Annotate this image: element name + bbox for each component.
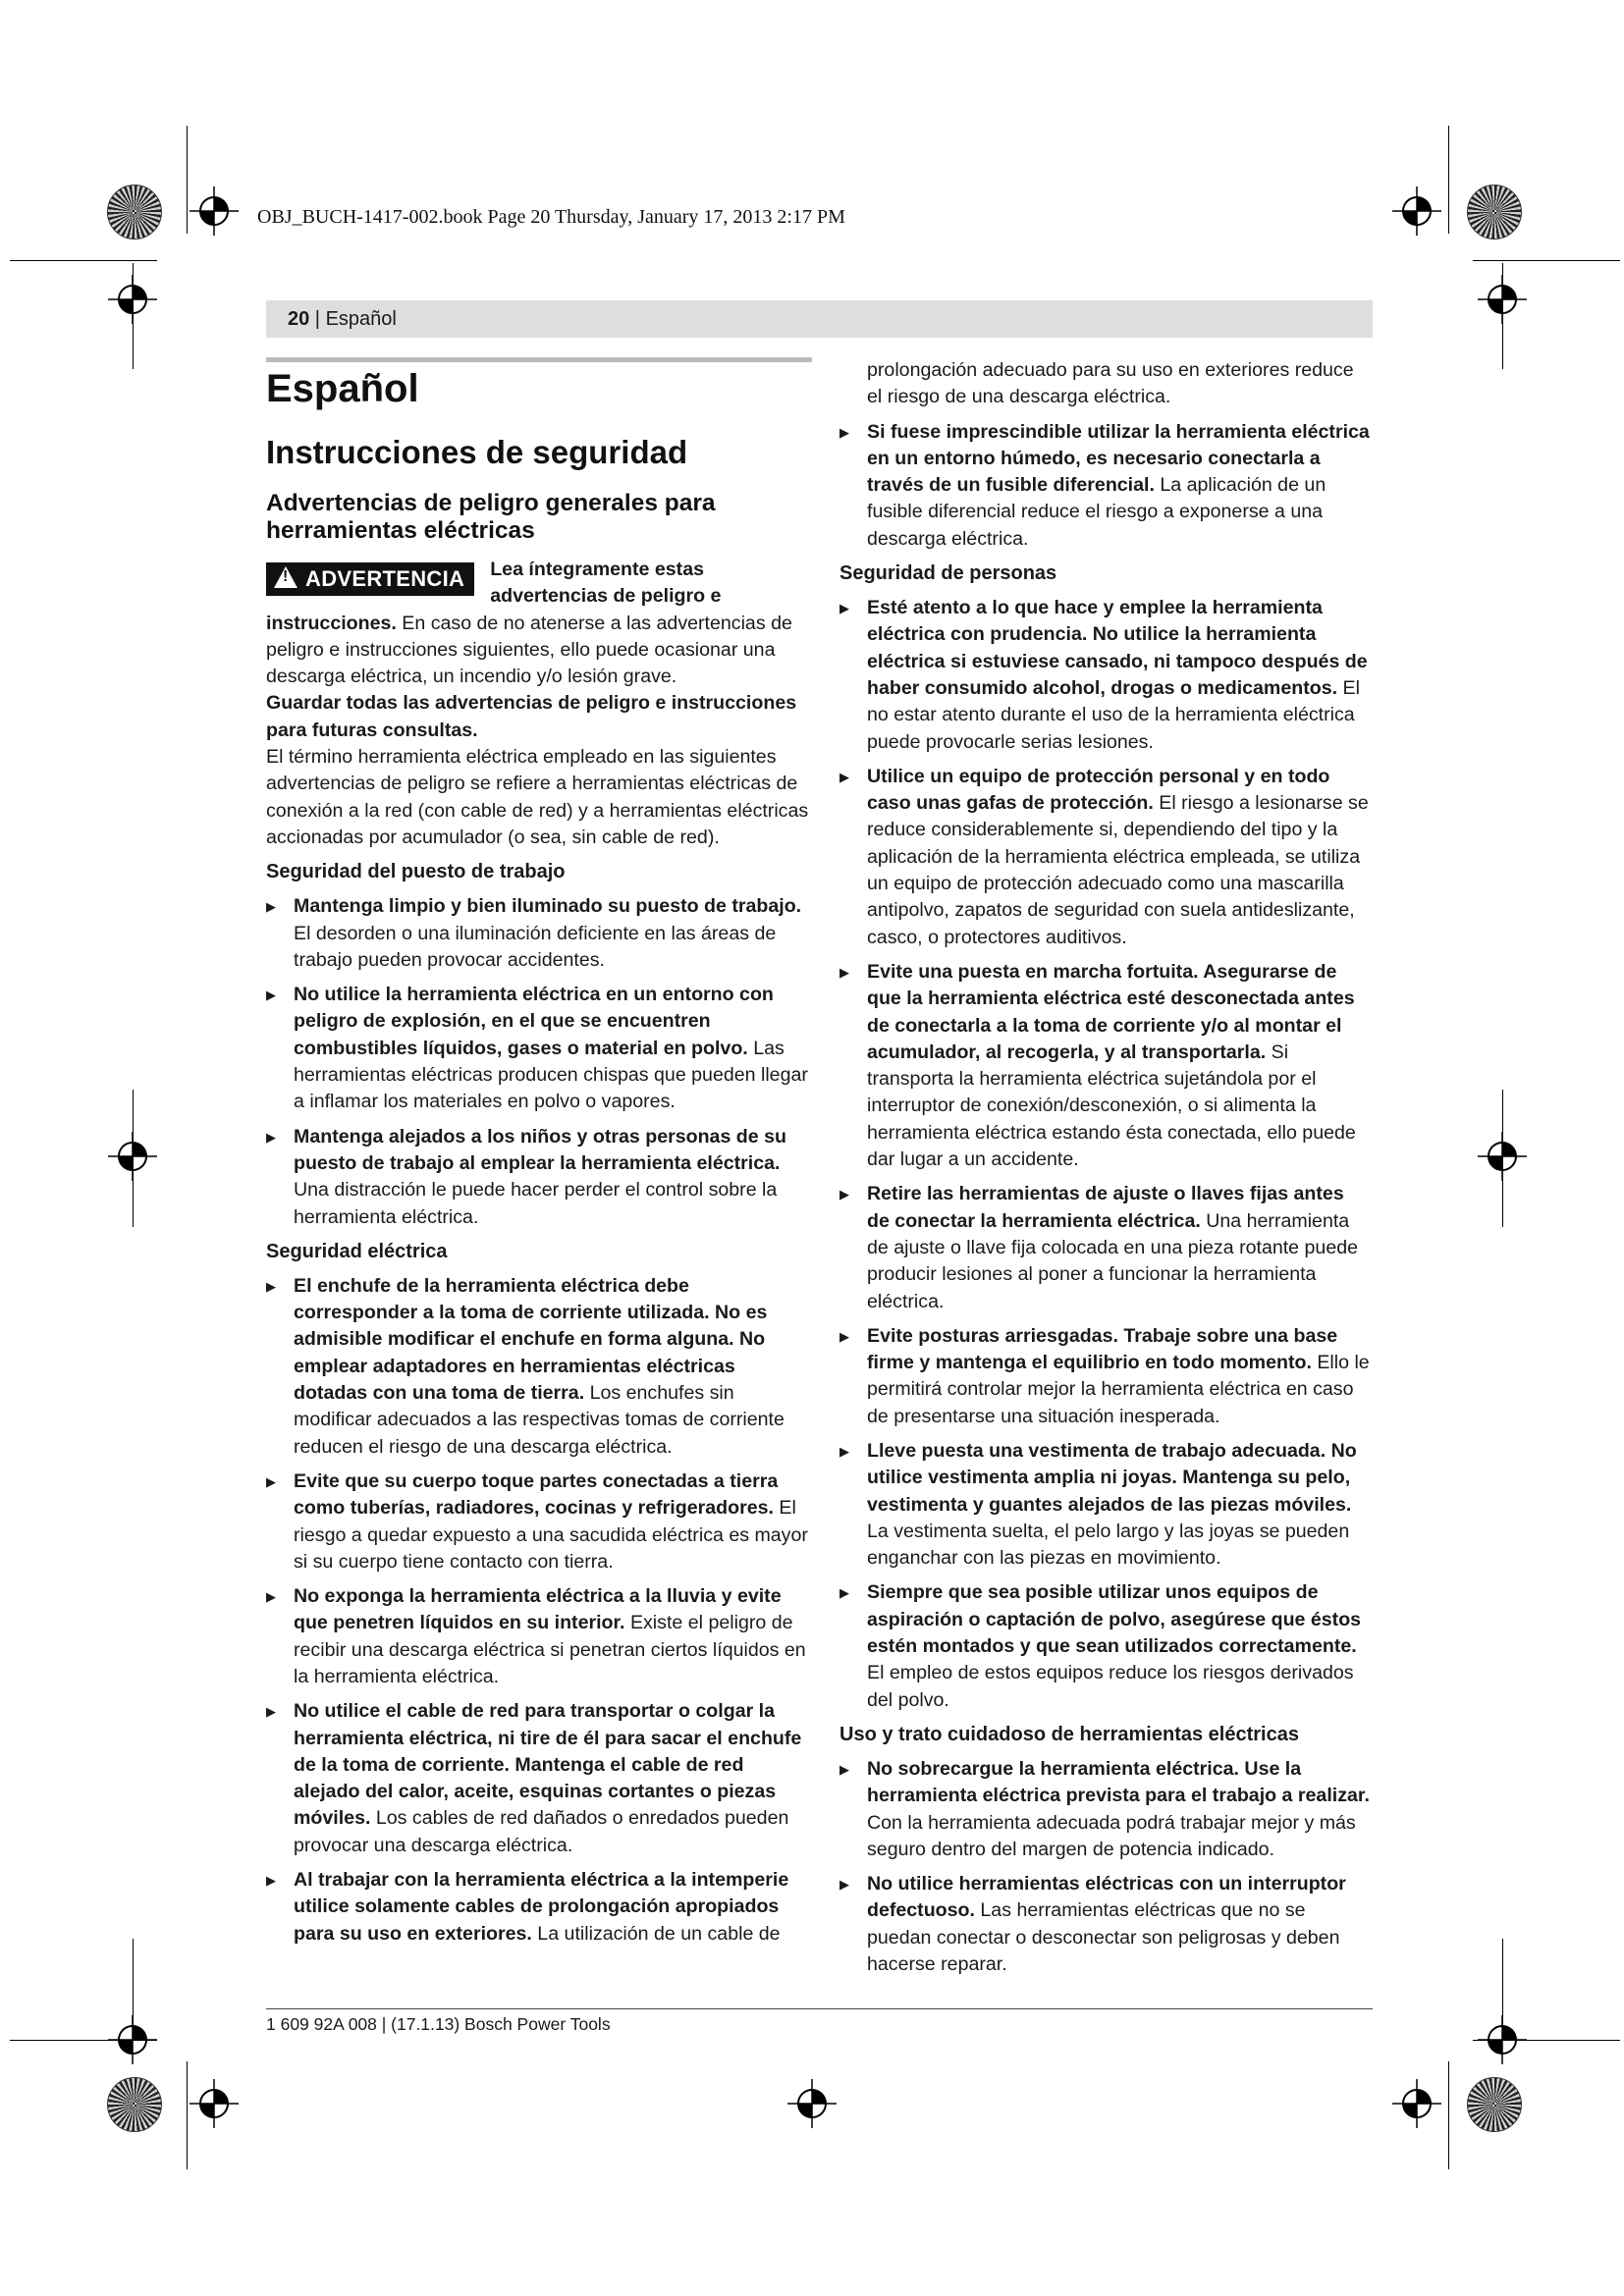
item-bold: No utilice la herramienta eléctrica en un entorno con peligro de explosión, en el que se encuentren combustibles líquidos, gases o material en polvo. bbox=[294, 984, 774, 1059]
list-item bbox=[839, 1579, 1372, 1713]
list-item bbox=[266, 1583, 812, 1690]
safety-list bbox=[839, 1756, 1372, 1978]
item-bold: Mantenga limpio y bien iluminado su puesto de trabajo. bbox=[294, 895, 802, 918]
crop-mark bbox=[1448, 126, 1449, 234]
item-text: El no estar atento durante el uso de la herramienta eléctrica puede provocarle serias lesiones. bbox=[867, 676, 1360, 753]
list-item bbox=[266, 1273, 812, 1461]
list-item bbox=[839, 1181, 1372, 1314]
item-text: El empleo de estos equipos reduce los riesgos derivados del polvo. bbox=[867, 1662, 1354, 1711]
item-bold: El enchufe de la herramienta eléctrica debe corresponder a la toma de corriente utilizada. No es admisible modificar el enchufe en forma alguna. No emplear adaptadores en herramientas eléctricas dotadas con una toma de tierra. bbox=[294, 1274, 768, 1405]
crosshair-registration-icon bbox=[189, 187, 239, 236]
crop-mark bbox=[187, 126, 188, 234]
warning-lead: Lea íntegramente estas advertencias de peligro e instrucciones. bbox=[266, 559, 722, 634]
crop-mark bbox=[1473, 260, 1620, 261]
item-bold: Retire las herramientas de ajuste o llaves fijas antes de conectar la herramienta eléctrica. bbox=[867, 1183, 1344, 1232]
item-bold: Al trabajar con la herramienta eléctrica a la intemperie utilice solamente cables de prolongación apropiados para su uso en exteriores. bbox=[294, 1869, 789, 1945]
section-heading: Seguridad de personas bbox=[839, 562, 1057, 585]
crop-mark bbox=[10, 260, 157, 261]
crosshair-registration-icon bbox=[1478, 1132, 1527, 1181]
crosshair-registration-icon bbox=[108, 275, 157, 324]
item-text: El desorden o una iluminación deficiente en las áreas de trabajo pueden provocar accidentes. bbox=[294, 922, 777, 971]
item-bold: Utilice un equipo de protección personal y en todo caso unas gafas de protección. bbox=[867, 765, 1330, 815]
continuation-text: prolongación adecuado para su uso en exteriores reduce el riesgo de una descarga eléctrica. bbox=[867, 359, 1354, 408]
list-item bbox=[266, 1867, 812, 1948]
list-item bbox=[266, 1124, 812, 1231]
rosette-icon bbox=[1467, 185, 1522, 240]
item-bold: Evite una puesta en marcha fortuita. Asegurarse de que la herramienta eléctrica esté desconectada antes de conectarla a la toma de corriente y/o al montar el acumulador, al recogerla, y al transportarla. bbox=[867, 960, 1355, 1063]
crosshair-registration-icon bbox=[108, 1132, 157, 1181]
section-heading: Seguridad eléctrica bbox=[266, 1240, 448, 1262]
footer-rule bbox=[266, 2008, 1373, 2009]
item-text: Las herramientas eléctricas que no se puedan conectar o desconectar son peligrosas y deben hacerse reparar. bbox=[867, 1899, 1340, 1976]
list-item bbox=[839, 764, 1372, 951]
crop-mark bbox=[1448, 2061, 1449, 2169]
item-bold: No sobrecargue la herramienta eléctrica. Use la herramienta eléctrica prevista para el trabajo a realizar. bbox=[867, 1757, 1370, 1807]
item-text: El riesgo a lesionarse se reduce considerablemente si, dependiendo del tipo y la aplicación de la herramienta eléctrica empleada, se utiliza un equipo de protección adecuado como una mascarilla antipolvo, zapatos de seguridad con suela antideslizante, casco, o protectores auditivos. bbox=[867, 792, 1369, 948]
item-text: Con la herramienta adecuada podrá trabajar mejor y más seguro dentro del margen de potencia indicado. bbox=[867, 1811, 1356, 1860]
left-column bbox=[266, 357, 812, 1948]
item-bold: No utilice el cable de red para transportar o colgar la herramienta eléctrica, ni tire de él para sacar el enchufe de la toma de corriente. Mantenga el cable de red alejado del calor, aceite, esquinas cortantes o piezas móviles. bbox=[294, 1700, 802, 1830]
item-bold: No exponga la herramienta eléctrica a la lluvia y evite que penetren líquidos en su interior. bbox=[294, 1585, 782, 1634]
item-bold: Si fuese imprescindible utilizar la herramienta eléctrica en un entorno húmedo, es necesario conectarla a través de un fusible diferencial. bbox=[867, 420, 1370, 497]
item-text: La aplicación de un fusible diferencial reduce el riesgo a exponerse a una descarga eléctrica. bbox=[867, 474, 1326, 550]
section-heading: Uso y trato cuidadoso de herramientas eléctricas bbox=[839, 1723, 1299, 1745]
item-bold: Evite posturas arriesgadas. Trabaje sobre una base firme y mantenga el equilibrio en todo momento. bbox=[867, 1324, 1338, 1374]
list-item bbox=[839, 595, 1372, 756]
warning-badge-label: ADVERTENCIA bbox=[305, 566, 465, 591]
keep-instructions-note: Guardar todas las advertencias de peligro e instrucciones para futuras consultas. bbox=[266, 692, 797, 741]
warning-badge bbox=[266, 562, 474, 596]
item-text: La utilización de un cable de bbox=[531, 1922, 781, 1945]
list-item bbox=[266, 893, 812, 974]
item-bold: Lleve puesta una vestimenta de trabajo adecuada. No utilice vestimenta amplia ni joyas. Mantenga su pelo, vestimenta y guantes alejados de las piezas móviles. bbox=[867, 1439, 1357, 1516]
list-item bbox=[266, 982, 812, 1115]
section-title: Instrucciones de seguridad bbox=[266, 434, 688, 470]
safety-list bbox=[839, 595, 1372, 1714]
safety-list bbox=[839, 419, 1372, 553]
crosshair-registration-icon bbox=[1392, 187, 1441, 236]
item-text: Los cables de red dañados o enredados pueden provocar una descarga eléctrica. bbox=[294, 1807, 789, 1856]
list-item bbox=[839, 419, 1372, 553]
list-item bbox=[266, 1468, 812, 1575]
rosette-icon bbox=[1467, 2077, 1522, 2132]
item-text: Si transporta la herramienta eléctrica sujetándola por el interruptor de conexión/desconexión, o si alimenta la herramienta eléctrica estando ésta conectada, ello puede dar lugar a un accidente. bbox=[867, 1041, 1356, 1171]
item-text: Existe el peligro de recibir una descarga eléctrica si penetran ciertos líquidos en la herramienta eléctrica. bbox=[294, 1612, 806, 1687]
rosette-icon bbox=[107, 2077, 162, 2132]
crosshair-registration-icon bbox=[189, 2079, 239, 2128]
item-bold: Esté atento a lo que hace y emplee la herramienta eléctrica con prudencia. No utilice la herramienta eléctrica si estuviese cansado, ni tampoco después de haber consumido alcohol, drogas o medicamentos. bbox=[867, 597, 1368, 699]
subsection-title: Advertencias de peligro generales para herramientas eléctricas bbox=[266, 490, 716, 544]
list-item bbox=[839, 1756, 1372, 1863]
header-language: Español bbox=[325, 308, 397, 330]
right-column bbox=[839, 357, 1372, 1978]
crosshair-registration-icon bbox=[787, 2079, 837, 2128]
title-rule bbox=[266, 357, 812, 362]
crosshair-registration-icon bbox=[1478, 275, 1527, 324]
section-heading: Seguridad del puesto de trabajo bbox=[266, 861, 566, 883]
item-text: Los enchufes sin modificar adecuados a las respectivas tomas de corriente reducen el riesgo de una descarga eléctrica. bbox=[294, 1382, 785, 1458]
crop-mark bbox=[187, 2061, 188, 2169]
safety-list bbox=[266, 893, 812, 1231]
list-item bbox=[839, 959, 1372, 1173]
page-title: Español bbox=[266, 367, 419, 410]
header-separator: | bbox=[309, 308, 326, 330]
list-item bbox=[839, 1438, 1372, 1572]
file-header: OBJ_BUCH-1417-002.book Page 20 Thursday, January 17, 2013 2:17 PM bbox=[257, 206, 845, 228]
list-item bbox=[266, 1698, 812, 1859]
safety-list bbox=[266, 1273, 812, 1948]
item-text: Una distracción le puede hacer perder el control sobre la herramienta eléctrica. bbox=[294, 1179, 778, 1228]
page-footer: 1 609 92A 008 | (17.1.13) Bosch Power Tools bbox=[266, 2014, 611, 2034]
crosshair-registration-icon bbox=[1478, 2015, 1527, 2064]
item-text: La vestimenta suelta, el pelo largo y las joyas se pueden enganchar con las piezas en movimiento. bbox=[867, 1520, 1350, 1570]
item-bold: Evite que su cuerpo toque partes conectadas a tierra como tuberías, radiadores, cocinas y refrigeradores. bbox=[294, 1469, 779, 1520]
item-text: El riesgo a quedar expuesto a una sacudida eléctrica es mayor si su cuerpo tiene contacto con tierra. bbox=[294, 1497, 808, 1573]
item-bold: Siempre que sea posible utilizar unos equipos de aspiración o captación de polvo, asegúrese que éstos estén montados y que sean utilizados correctamente. bbox=[867, 1581, 1362, 1658]
item-text: Las herramientas eléctricas producen chispas que pueden llegar a inflamar los materiales en polvo o vapores. bbox=[294, 1037, 808, 1113]
warning-triangle-icon bbox=[274, 566, 298, 588]
definition-paragraph: El término herramienta eléctrica empleado en las siguientes advertencias de peligro se refiere a herramientas eléctricas de conexión a la red (con cable de red) y a herramientas eléctricas accionadas por acumulador (o sea, sin cable de red). bbox=[266, 746, 809, 848]
page-number: 20 bbox=[288, 308, 310, 330]
list-item bbox=[839, 1323, 1372, 1430]
item-bold: No utilice herramientas eléctricas con un interruptor defectuoso. bbox=[867, 1873, 1346, 1922]
warning-text: En caso de no atenerse a las advertencias de peligro e instrucciones siguientes, ello puede ocasionar una descarga eléctrica, un incendio y/o lesión grave. bbox=[266, 612, 792, 688]
warning-block bbox=[266, 557, 812, 690]
page-header-bar bbox=[266, 300, 1373, 338]
crosshair-registration-icon bbox=[1392, 2079, 1441, 2128]
list-item bbox=[839, 1871, 1372, 1978]
item-bold: Mantenga alejados a los niños y otras personas de su puesto de trabajo al emplear la herramienta eléctrica. bbox=[294, 1125, 786, 1174]
rosette-icon bbox=[107, 185, 162, 240]
crosshair-registration-icon bbox=[108, 2015, 157, 2064]
item-text: Una herramienta de ajuste o llave fija colocada en una pieza rotante puede producir lesiones al poner a funcionar la herramienta eléctrica. bbox=[867, 1209, 1359, 1312]
item-text: Ello le permitirá controlar mejor la herramienta eléctrica en caso de presentarse una situación inesperada. bbox=[867, 1352, 1370, 1427]
